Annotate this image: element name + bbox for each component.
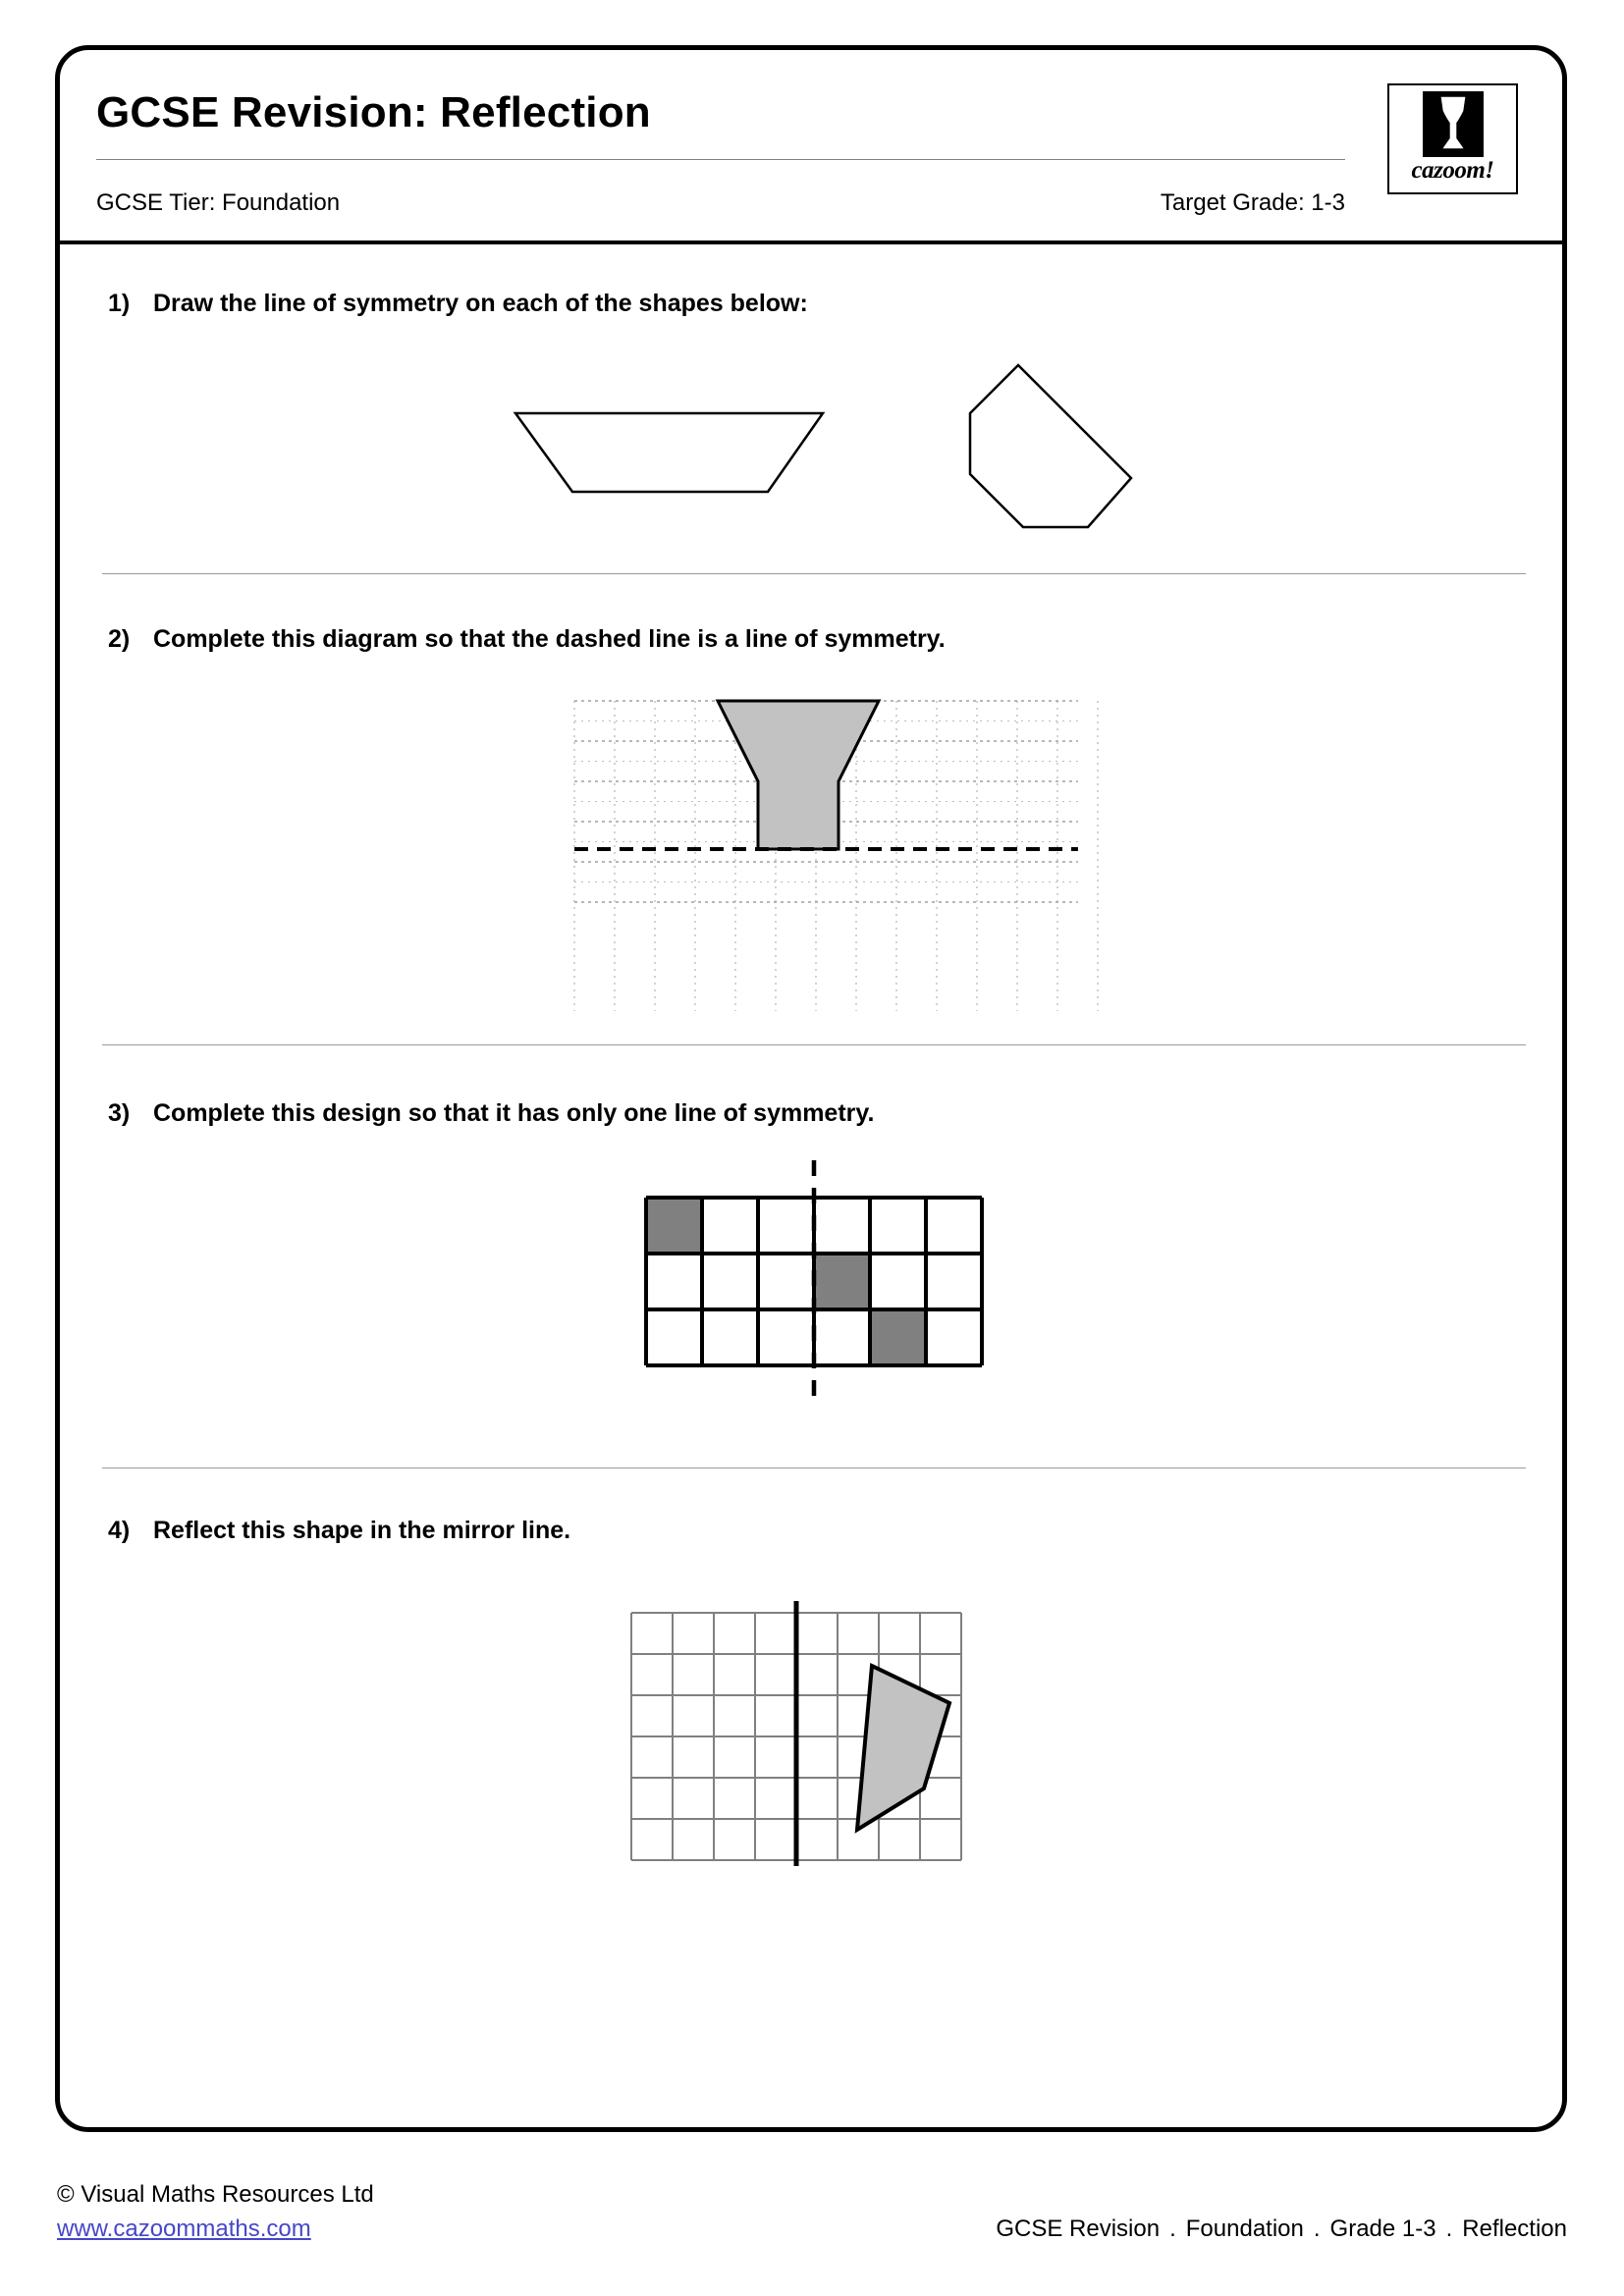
page-title: GCSE Revision: Reflection [96, 88, 651, 136]
question-3 [108, 1099, 874, 1128]
header-tier-label: GCSE Tier: Foundation [96, 189, 341, 216]
quadrilateral-shape [857, 1666, 949, 1830]
hexagon-shape [970, 365, 1131, 527]
cazoom-wordmark: cazoom! [1411, 157, 1494, 184]
footer-breadcrumb [996, 2216, 1567, 2243]
question-2 [108, 625, 946, 654]
question-1-number: 1) [108, 290, 131, 317]
footer-website-link[interactable]: www.cazoommaths.com [57, 2216, 311, 2242]
breadcrumb-item: GCSE Revision [996, 2216, 1161, 2242]
footer-copyright: © Visual Maths Resources Ltd [57, 2181, 374, 2208]
question-2-text: Complete this diagram so that the dashed line is a line of symmetry. [153, 625, 946, 653]
question-4-figure [609, 1580, 1041, 1895]
breadcrumb-item: Grade 1-3 [1329, 2216, 1436, 2242]
breadcrumb-separator: . [1313, 2216, 1321, 2242]
breadcrumb-item: Reflection [1462, 2216, 1567, 2242]
question-2-number: 2) [108, 625, 131, 653]
question-1-text: Draw the line of symmetry on each of the shapes below: [153, 290, 808, 317]
question-3-figure [609, 1153, 1041, 1448]
funnel-shape [718, 701, 879, 849]
question-1-figure [0, 0, 1624, 609]
question-4-text: Reflect this shape in the mirror line. [153, 1517, 571, 1544]
trapezium-shape [515, 413, 823, 492]
divider-after-q2 [102, 1044, 1526, 1045]
question-4 [108, 1517, 570, 1545]
question-3-number: 3) [108, 1099, 131, 1127]
question-3-text: Complete this design so that it has only one line of symmetry. [153, 1099, 875, 1127]
breadcrumb-separator: . [1169, 2216, 1176, 2242]
breadcrumb-item: Foundation [1185, 2216, 1304, 2242]
question-2-figure [550, 677, 1100, 1011]
question-4-number: 4) [108, 1517, 131, 1544]
breadcrumb-separator: . [1445, 2216, 1453, 2242]
header-target-grade-label: Target Grade: 1-3 [1160, 189, 1345, 216]
divider-after-q1 [102, 573, 1526, 574]
design-grid-cells [646, 1198, 926, 1365]
